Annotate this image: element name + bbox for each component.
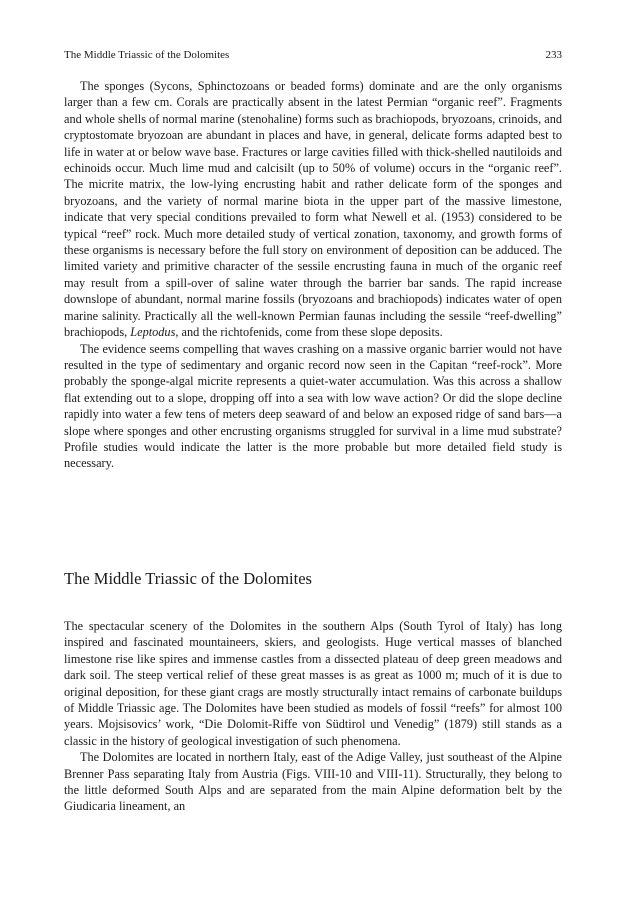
section-heading: The Middle Triassic of the Dolomites [64,569,312,588]
text-run: The spectacular scenery of the Dolomites in the southern Alps (South Tyrol of Italy) has long inspired and fascinated mountaineers, skiers, and geologists. Huge vertical masses of blanched limestone rise like spires and immense castles from a dissected plateau of deep green meadows and dark soil. The steep vertical relief of these great masses is as great as 1000 m; much of it is due to original deposition, for these giant crags are mostly structurally intact remains of carbonate buildups of Middle Triassic age. The Dolomites have been studied as models of fossil “reefs” for almost 100 years. Mojsisovics’ work, “Die Dolomit-Riffe von Südtirol und Venedig” (1879) still stands as a classic in the history of geological investigation of such phenomena. [64,619,562,748]
body-text-top [64,78,562,472]
text-run: , and the richtofenids, come from these slope deposits. [175,325,443,340]
page-number: 233 [545,49,562,61]
paragraph [64,618,562,749]
text-run: The sponges (Sycons, Sphinctozoans or beaded forms) dominate and are the only organisms larger than a few cm. Corals are practically absent in the latest Permian “organic reef”. Fragments and whole shells of normal marine (stenohaline) forms such as brachiopods, bryozoans, crinoids, and cryptostomate bryozoan are abundant in places and have, in general, delicate forms adapted best to life in water at or below wave base. Fractures or large cavities filled with thick-shelled nautiloids and echinoids occur. Much lime mud and calcisilt (up to 50% of volume) occurs in the “organic reef”. The micrite matrix, the low-lying encrusting habit and rather delicate form of the sponges and bryozoans, and the variety of normal marine biota in the upper part of the massive limestone, indicate that very special conditions prevailed to form what Newell et al. (1953) considered to be typical “reef” rock. Much more detailed study of vertical zonation, taxonomy, and growth forms of these organisms is necessary before the full story on environment of deposition can be adduced. The limited variety and primitive character of the sessile encrusting fauna in much of the organic reef may result from a spill-over of saline water through the barrier bar sands. The rapid increase downslope of abundant, normal marine fossils (bryozoans and brachiopods) indicates water of open marine salinity. Practically all the well-known Permian faunas including the sessile “reef-dwelling” brachiopods, [64,79,562,340]
body-text-bottom [64,618,562,815]
text-run: The evidence seems compelling that waves crashing on a massive organic barrier would not have resulted in the type of sedimentary and organic record now seen in the Capitan “reef-rock”. More probably the sponge-algal micrite represents a quiet-water accumulation. Was this across a shallow flat extending out to a slope, dropping off into a sea with low wave action? Or did the slope decline rapidly into water a few tens of meters deep seaward of and below an exposed ridge of sand bars—a slope where sponges and other encrusting organisms struggled for survival in a lime mud substrate? Profile studies would indicate the latter is the more probable but more detailed field study is necessary. [64,341,562,471]
text-run: The Dolomites are located in northern Italy, east of the Adige Valley, just southeast of the Alpine Brenner Pass separating Italy from Austria (Figs. VIII-10 and VIII-11). Structurally, they belong to the little deformed South Alps and are separated from the main Alpine deformation belt by the Giudicaria lineament, an [64,750,562,814]
running-head-title: The Middle Triassic of the Dolomites [64,49,230,61]
paragraph [64,341,562,472]
italic-taxon-name: Leptodus [130,325,176,340]
paragraph [64,78,562,341]
paragraph [64,749,562,815]
